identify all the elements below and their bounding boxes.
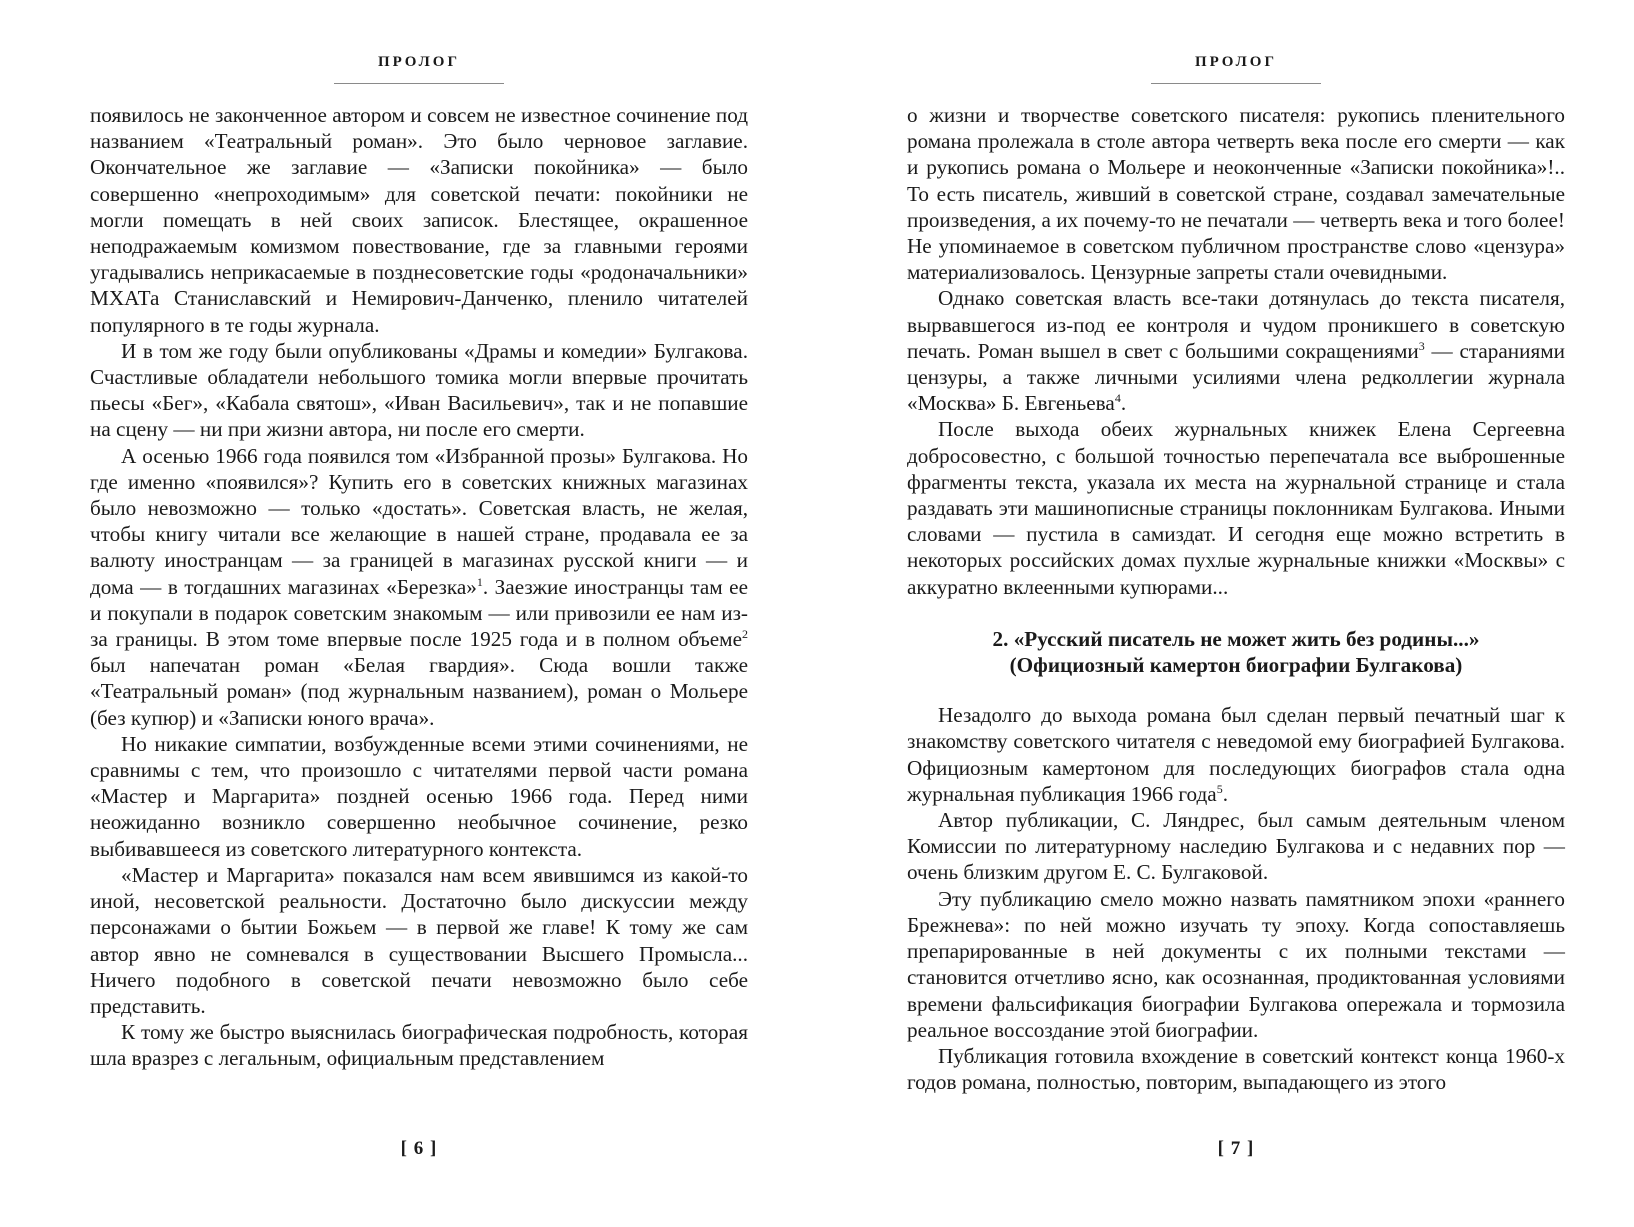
running-head: ПРОЛОГ	[1194, 54, 1278, 70]
right-page	[907, 0, 1565, 1227]
paragraph	[90, 443, 748, 731]
section-title: 2. «Русский писатель не может жить без родины...»	[992, 626, 1480, 651]
running-head-rule	[334, 83, 504, 84]
paragraph	[90, 338, 748, 443]
paragraph-text: о жизни и творчестве советского писателя: рукопись пленительного романа пролежала в столе автора четверть века после его смерти — как и рукопись романа о Мольере и неоконченные «Записки покойника»!.. То есть писатель, живший в советской стране, создавал замечательные произведения, а их почему-то не печатали — четверть века и того более! Не упоминаемое в советском публичном пространстве слово «цензура» материализовалось. Цензурные запреты стали очевидными.	[907, 103, 1565, 285]
footnote-marker[interactable]: 5	[1216, 781, 1223, 796]
paragraph	[907, 1043, 1565, 1095]
paragraph	[90, 102, 748, 338]
paragraph	[90, 862, 748, 1019]
section-heading	[907, 626, 1565, 678]
running-head: ПРОЛОГ	[377, 54, 461, 70]
paragraph-text: .	[1120, 391, 1127, 416]
paragraph-text: И в том же году были опубликованы «Драмы и комедии» Булгакова. Счастливые обладатели небольшого томика могли впервые прочитать пьесы «Бег», «Кабала святош», «Иван Васильевич», так и не попавшие на сцену — ни при жизни автора, ни после его смерти.	[90, 338, 748, 442]
footnote-marker[interactable]: 1	[476, 574, 483, 589]
paragraph-text: «Мастер и Маргарита» показался нам всем явившимся из какой-то иной, несоветской реальности. Достаточно было дискуссии между персонажами о бытии Божьем — в первой же главе! К тому же сам автор явно не сомневался в существовании Высшего Промысла... Ничего подобного в советской печати невозможно было себе представить.	[90, 862, 748, 1018]
paragraph	[907, 102, 1565, 285]
paragraph	[90, 731, 748, 862]
footnote-marker[interactable]: 4	[1114, 391, 1121, 406]
left-page	[90, 0, 748, 1227]
paragraph-text: Однако советская власть все-таки дотянулась до текста писателя, вырвавшегося из-под ее контроля и чудом проникшего в советскую печать. Роман вышел в свет с большими сокращениями	[907, 286, 1565, 363]
paragraph	[90, 1019, 748, 1071]
paragraph-text: Публикация готовила вхождение в советский контекст конца 1960-х годов романа, полностью, повторим, выпадающего из этого	[907, 1043, 1565, 1095]
paragraph-text: К тому же быстро выяснилась биографическая подробность, которая шла вразрез с легальным, официальным представлением	[90, 1020, 748, 1071]
paragraph-text: Автор публикации, С. Ляндрес, был самым деятельным членом Комиссии по литературному наследию Булгакова и с недавних пор — очень близким другом Е. С. Булгаковой.	[907, 808, 1565, 885]
paragraph-text: Эту публикацию смело можно назвать памятником эпохи «раннего Брежнева»: по ней можно изучать ту эпоху. Когда сопоставляешь препарированные в ней документы с их полными текстами — становится отчетливо ясно, как осознанная, продиктованная условиями времени фальсификация биографии Булгакова опережала и тормозила реальное воссоздание этой биографии.	[907, 886, 1565, 1042]
paragraph-text: После выхода обеих журнальных книжек Елена Сергеевна добросовестно, с большой точностью перепечатала все выброшенные фрагменты текста, указала их места на журнальной странице и стала раздавать эти машинописные страницы поклонникам Булгакова. Иными словами — пустила в самиздат. И сегодня еще можно встретить в некоторых российских домах пухлые журнальные книжки «Москвы» с аккуратно вклеенными купюрами...	[907, 417, 1565, 599]
footnote-marker[interactable]: 3	[1418, 338, 1425, 353]
paragraph-text: появилось не законченное автором и совсем не известное сочинение под названием «Театральный роман». Это было черновое заглавие. Окончательное же заглавие — «Записки покойника» — было совершенно «непроходимым» для советской печати: покойники не могли помещать в ней своих записок. Блестящее, окрашенное неподражаемым комизмом повествование, где за главными героями угадывались неприкасаемые в позднесоветские годы «родоначальники» МХАТа Станиславский и Немирович-Данченко, пленило читателей популярного в те годы журнала.	[90, 103, 748, 337]
paragraph-text: . Заезжие иностранцы там ее и покупали в подарок советским знакомым — или привозили ее нам из-за границы. В этом томе впервые после 1925 года и в полном объеме	[90, 574, 748, 652]
paragraph	[907, 886, 1565, 1043]
running-head-rule	[1151, 83, 1321, 84]
page-body	[90, 102, 748, 1072]
paragraph	[907, 702, 1565, 807]
section-subtitle: (Официозный камертон биографии Булгакова)	[1009, 653, 1463, 678]
paragraph-text: А осенью 1966 года появился том «Избранной прозы» Булгакова. Но где именно «появился»? Купить его в советских книжных магазинах было невозможно — только «достать». Советская власть, не желая, чтобы книгу читали все желающие в нашей стране, продавала ее за валюту иностранцам — за границей в магазинах русской книги — и дома — в тогдашних магазинах «Березка»	[90, 443, 748, 599]
paragraph-text: Незадолго до выхода романа был сделан первый печатный шаг к знакомству советского читателя с неведомой ему биографией Булгакова. Официозным камертоном для последующих биографов стала одна журнальная публикация 1966 года	[907, 703, 1565, 806]
paragraph	[907, 807, 1565, 886]
page-number: [ 6 ]	[400, 1138, 438, 1159]
paragraph-text: .	[1222, 781, 1228, 806]
paragraph-text: был напечатан роман «Белая гвардия». Сюда вошли также «Театральный роман» (под журнальным названием), роман о Мольере (без купюр) и «Записки юного врача».	[90, 653, 748, 730]
paragraph	[907, 285, 1565, 416]
paragraph	[907, 416, 1565, 599]
page-number: [ 7 ]	[1217, 1138, 1255, 1159]
paragraph-text: — стараниями цензуры, а также личными усилиями члена редколлегии журнала «Москва» Б. Евгеньева	[907, 338, 1565, 416]
paragraph-text: Но никакие симпатии, возбужденные всеми этими сочинениями, не сравнимы с тем, что произошло с читателями первой части романа «Мастер и Маргарита» поздней осенью 1966 года. Перед ними неожиданно возникло совершенно необычное сочинение, резко выбивавшееся из советского литературного контекста.	[90, 731, 748, 861]
footnote-marker[interactable]: 2	[742, 627, 748, 641]
page-body	[907, 102, 1565, 1095]
